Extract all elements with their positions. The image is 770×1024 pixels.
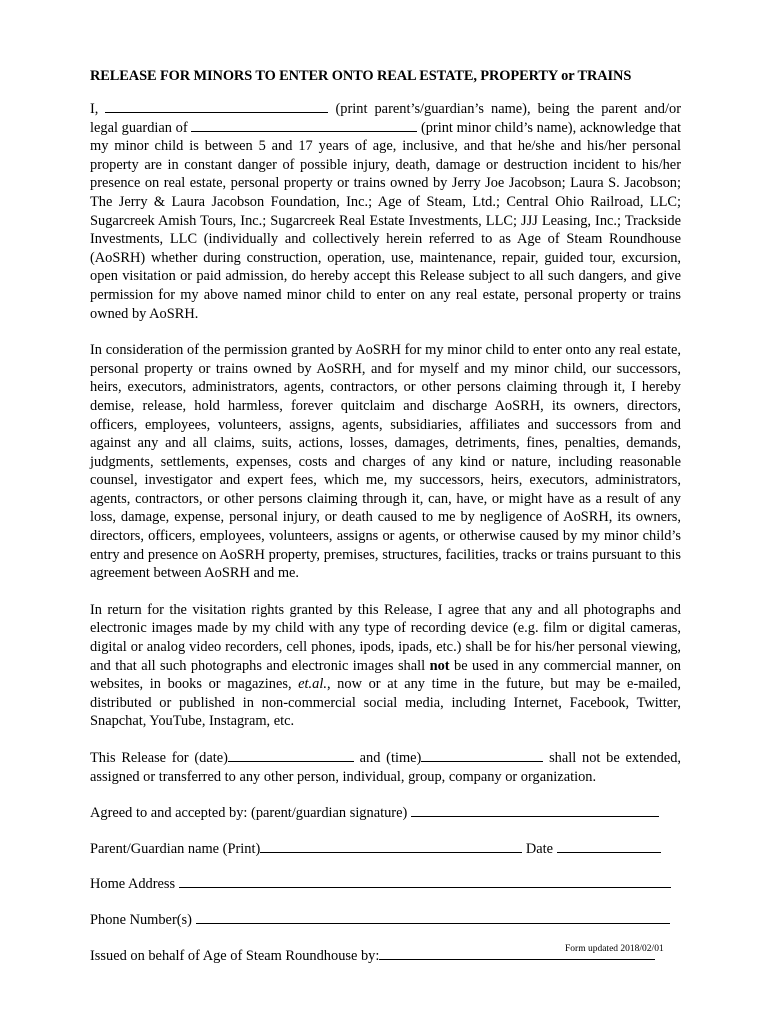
para3-bold-not: not: [429, 657, 450, 674]
para4-suffix: shall not be extended, assigned or transferred to any other person, individual, group, company or organization.: [90, 750, 681, 785]
phone-field-row: [90, 911, 681, 930]
date-label: Date: [525, 840, 554, 857]
home-address-blank[interactable]: [179, 875, 671, 888]
para4-prefix: This Release for (date): [90, 750, 228, 766]
guardian-name-blank[interactable]: [260, 840, 522, 853]
paragraph-consideration: In consideration of the permission granted by AoSRH for my minor child to enter onto any real estate, personal property or trains owned by AoSRH, and for myself and my minor child, our successors, heirs, executors, administrators, agents, contractors, or other persons claiming through it, I hereby demise, release, hold harmless, forever quitclaim and discharge AoSRH, its owners, directors, officers, employees, volunteers, assigns, agents, subsidiaries, affiliates and successors from and against any and all claims, suits, actions, losses, damages, detriments, fines, penalties, demands, judgments, settlements, expenses, costs and charges of any kind or nature, including reasonable counsel, investigator and expert fees, which me, my successors, heirs, executors, administrators, agents, contractors, or other persons claiming through it, can, have, or might have as a result of any loss, damage, expense, personal injury, or death caused to me by negligence of AoSRH, its owners, directors, officers, employees, volunteers, assigns or agents, or otherwise caused by my minor child’s entry and presence on AoSRH property, premises, structures, facilities, tracks or trains pursuant to this agreement between AoSRH and me.: [90, 342, 681, 582]
para1-prefix: I,: [90, 101, 99, 117]
para1-after-parent-blank: (print parent’s/guardian’s name), being the parent and/or legal guardian of: [90, 101, 681, 136]
para3-part2: be used in any commercial manner, on websites, in books or magazines,: [90, 657, 681, 693]
signature-date-blank[interactable]: [557, 840, 661, 853]
guardian-name-field-row: [90, 840, 681, 859]
guardian-name-label: Parent/Guardian name (Print): [90, 840, 261, 857]
phone-label: Phone Number(s): [90, 911, 192, 928]
home-address-label: Home Address: [90, 876, 176, 893]
release-form: [90, 68, 681, 982]
child-name-blank[interactable]: [191, 119, 417, 132]
paragraph-photographs: [90, 601, 681, 731]
para3-part3: , now or at any time in the future, but may be e-mailed, distributed or published in non-commercial social media, including Internet, Facebook, Twitter, Snapchat, YouTube, Instagram, etc.: [90, 676, 681, 730]
issued-by-label: Issued on behalf of Age of Steam Roundhouse by:: [90, 947, 380, 964]
para1-after-child-blank: (print minor child’s name), acknowledge that my minor child is between 5 and 17 years of age, inclusive, and that he/she and his/her personal property are in constant danger of possible injury, death, damage or destruction incident to his/her presence on real estate, personal property or trains owned by Jerry Joe Jacobson; Laura S. Jacobson; The Jerry & Laura Jacobson Foundation, Inc.; Age of Steam, Ltd.; Central Ohio Railroad, LLC; Sugarcreek Amish Tours, Inc.; Sugarcreek Real Estate Investments, LLC; JJJ Leasing, Inc.; Trackside Investments, LLC (individually and collectively herein referred to as Age of Steam Roundhouse (AoSRH) whether during construction, operation, use, maintenance, repair, guided tour, excursion, open visitation or paid admission, do hereby accept this Release subject to all such dangers, and give permission for my above named minor child to enter on any real estate, personal property or trains owned by AoSRH.: [90, 119, 681, 322]
paragraph-release-duration: [90, 749, 681, 786]
signature-label: Agreed to and accepted by: (parent/guardian signature): [90, 805, 408, 822]
signature-blank[interactable]: [411, 804, 659, 817]
form-updated-note: Form updated 2018/02/01: [565, 944, 664, 954]
para3-part1: In return for the visitation rights granted by this Release, I agree that any and all photographs and electronic images made by my child with any type of recording device (e.g. film or digital cameras, digital or analog video recorders, cell phones, ipods, ipads, etc.) shall be for his/her personal viewing, and that all such photographs and electronic images shall: [90, 601, 681, 674]
home-address-field-row: [90, 875, 681, 894]
parent-name-blank[interactable]: [105, 100, 328, 113]
date-blank[interactable]: [228, 749, 354, 762]
para4-middle: and (time): [359, 750, 422, 766]
paragraph-acknowledgement: [90, 100, 681, 323]
para3-italic-etal: et.al.: [298, 676, 327, 693]
signature-field-row: [90, 804, 681, 823]
time-blank[interactable]: [421, 749, 543, 762]
page-title: RELEASE FOR MINORS TO ENTER ONTO REAL ESTATE, PROPERTY or TRAINS: [90, 68, 632, 84]
phone-blank[interactable]: [196, 911, 670, 924]
